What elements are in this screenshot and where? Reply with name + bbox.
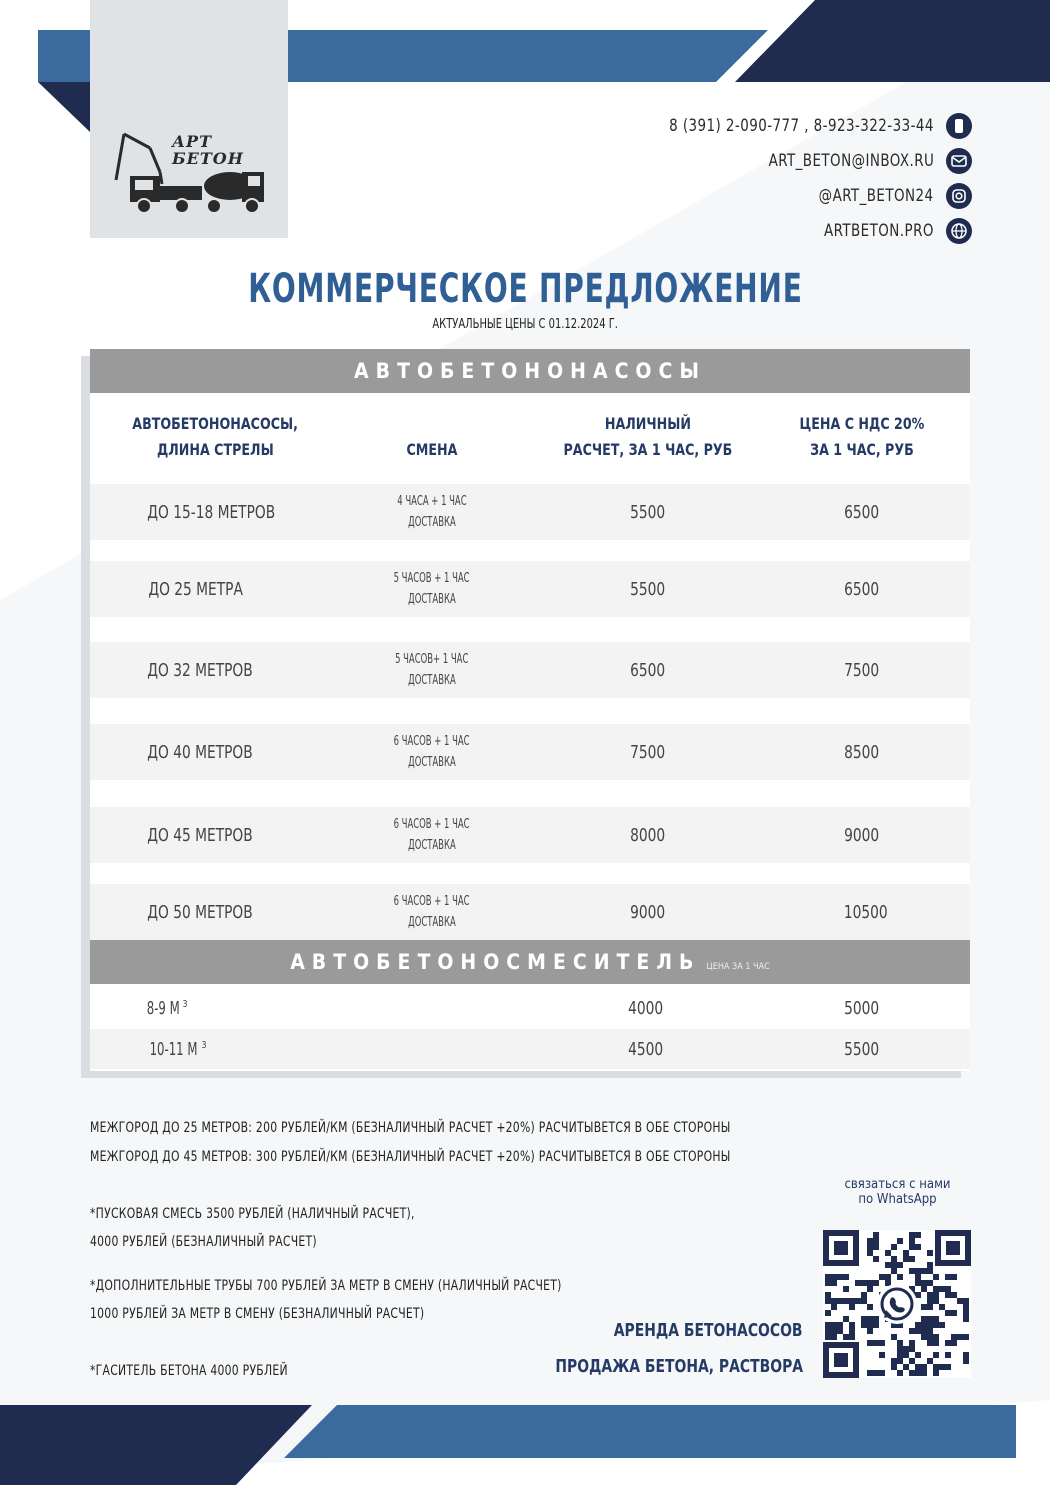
pump-vat-price: 8500 [844, 741, 880, 763]
table-row [90, 561, 970, 617]
page-subtitle: АКТУАЛЬНЫЕ ЦЕНЫ С 01.12.2024 Г. [432, 317, 618, 332]
contact-website[interactable] [633, 213, 972, 248]
instagram-text: @ART_BETON24 [819, 185, 934, 206]
whatsapp-label: связаться с нами по WhatsApp [844, 1177, 951, 1207]
table-row [90, 807, 970, 863]
table-row [90, 484, 970, 540]
price-table [90, 349, 970, 1071]
mixer-cash-price: 4000 [628, 997, 664, 1019]
note-pipes-2: 1000 РУБЛЕЙ ЗА МЕТР В СМЕНУ (БЕЗНАЛИЧНЫЙ РАСЧЕТ) [90, 1306, 425, 1322]
table-row [90, 642, 970, 698]
pump-name: ДО 32 МЕТРОВ [147, 659, 253, 681]
col-header-pump: АВТОБЕТОНОНАСОСЫ, ДЛИНА СТРЕЛЫ [132, 414, 298, 459]
pump-shift: 5 ЧАСОВ + 1 ЧАС ДОСТАВКА [394, 571, 470, 607]
whatsapp-icon [877, 1284, 917, 1324]
phone-text: 8 (391) 2-090-777 , 8-923-322-33-44 [669, 115, 934, 136]
pump-vat-price: 9000 [844, 824, 880, 846]
table-row [90, 988, 970, 1028]
website-text: ARTBETON.PRO [824, 220, 934, 241]
logo-text [172, 133, 252, 167]
slogan-sale: ПРОДАЖА БЕТОНА, РАСТВОРА [555, 1356, 803, 1377]
pump-cash-price: 6500 [630, 659, 666, 681]
page-title: КОММЕРЧЕСКОЕ ПРЕДЛОЖЕНИЕ [247, 266, 803, 312]
contacts [633, 108, 972, 248]
pump-shift: 6 ЧАСОВ + 1 ЧАС ДОСТАВКА [394, 734, 470, 770]
instagram-icon [946, 183, 972, 209]
mixer-vat-price: 5500 [844, 1038, 880, 1060]
contact-instagram[interactable] [633, 178, 972, 213]
pump-cash-price: 5500 [630, 501, 666, 523]
pump-cash-price: 9000 [630, 901, 666, 923]
globe-icon [946, 218, 972, 244]
pump-name: ДО 15-18 МЕТРОВ [147, 501, 276, 523]
table-row [90, 1029, 970, 1069]
pump-vat-price: 6500 [844, 578, 880, 600]
mixer-vat-price: 5000 [844, 997, 880, 1019]
col-header-shift: СМЕНА [406, 440, 458, 459]
contact-phone[interactable] [633, 108, 972, 143]
slogan-rent: АРЕНДА БЕТОНАСОСОВ [614, 1320, 803, 1341]
pump-name: ДО 45 МЕТРОВ [147, 824, 253, 846]
mixer-cash-price: 4500 [628, 1038, 664, 1060]
note-damper: *ГАСИТЕЛЬ БЕТОНА 4000 РУБЛЕЙ [90, 1363, 288, 1379]
pump-shift: 6 ЧАСОВ + 1 ЧАС ДОСТАВКА [394, 817, 470, 853]
pump-name: ДО 50 МЕТРОВ [147, 901, 253, 923]
table-row [90, 724, 970, 780]
pump-shift: 4 ЧАСА + 1 ЧАС ДОСТАВКА [397, 494, 467, 530]
mail-icon [946, 148, 972, 174]
logo-line-1: АРТ [172, 132, 212, 151]
mixer-volume: 8-9 М $^3$ [146, 997, 188, 1019]
pump-cash-price: 7500 [630, 741, 666, 763]
pump-vat-price: 6500 [844, 501, 880, 523]
whatsapp-qr-code[interactable] [823, 1230, 971, 1378]
pumps-section-header [90, 349, 970, 393]
pump-shift: 6 ЧАСОВ + 1 ЧАС ДОСТАВКА [394, 894, 470, 930]
note-intercity-45: МЕЖГОРОД ДО 45 МЕТРОВ: 300 РУБЛЕЙ/КМ (БЕЗНАЛИЧНЫЙ РАСЧЕТ +20%) РАСЧИТЫВЕТСЯ В ОБЕ СТОРОНЫ [90, 1149, 731, 1165]
pumps-section-title: АВТОБЕТОНОНАСОСЫ [354, 359, 706, 383]
phone-icon [946, 113, 972, 139]
note-starter-mix-2: 4000 РУБЛЕЙ (БЕЗНАЛИЧНЫЙ РАСЧЕТ) [90, 1234, 317, 1250]
pump-vat-price: 7500 [844, 659, 880, 681]
mixers-section-title: АВТОБЕТОНОСМЕСИТЕЛЬ [290, 950, 701, 974]
pump-vat-price: 10500 [844, 901, 888, 923]
note-starter-mix-1: *ПУСКОВАЯ СМЕСЬ 3500 РУБЛЕЙ (НАЛИЧНЫЙ РАСЧЕТ), [90, 1206, 415, 1222]
col-header-vat: ЦЕНА С НДС 20% ЗА 1 ЧАС, РУБ [799, 414, 925, 459]
mixer-volume: 10-11 М $^3$ [149, 1038, 207, 1060]
pump-name: ДО 40 МЕТРОВ [147, 741, 253, 763]
pump-cash-price: 5500 [630, 578, 666, 600]
pump-shift: 5 ЧАСОВ+ 1 ЧАС ДОСТАВКА [395, 652, 469, 688]
mixers-section-header [90, 940, 970, 984]
logo-line-2: БЕТОН [172, 149, 244, 168]
pump-name: ДО 25 МЕТРА [148, 578, 243, 600]
contact-email[interactable] [633, 143, 972, 178]
note-intercity-25: МЕЖГОРОД ДО 25 МЕТРОВ: 200 РУБЛЕЙ/КМ (БЕЗНАЛИЧНЫЙ РАСЧЕТ +20%) РАСЧИТЫВЕТСЯ В ОБЕ СТОРОНЫ [90, 1120, 731, 1136]
pump-cash-price: 8000 [630, 824, 666, 846]
table-row [90, 884, 970, 940]
col-header-cash: НАЛИЧНЫЙ РАСЧЕТ, ЗА 1 ЧАС, РУБ [563, 414, 733, 459]
note-pipes-1: *ДОПОЛНИТЕЛЬНЫЕ ТРУБЫ 700 РУБЛЕЙ ЗА МЕТР В СМЕНУ (НАЛИЧНЫЙ РАСЧЕТ) [90, 1278, 562, 1294]
email-text: ART_BETON@INBOX.RU [768, 150, 934, 171]
mixers-section-note: ЦЕНА ЗА 1 ЧАС [706, 962, 770, 972]
